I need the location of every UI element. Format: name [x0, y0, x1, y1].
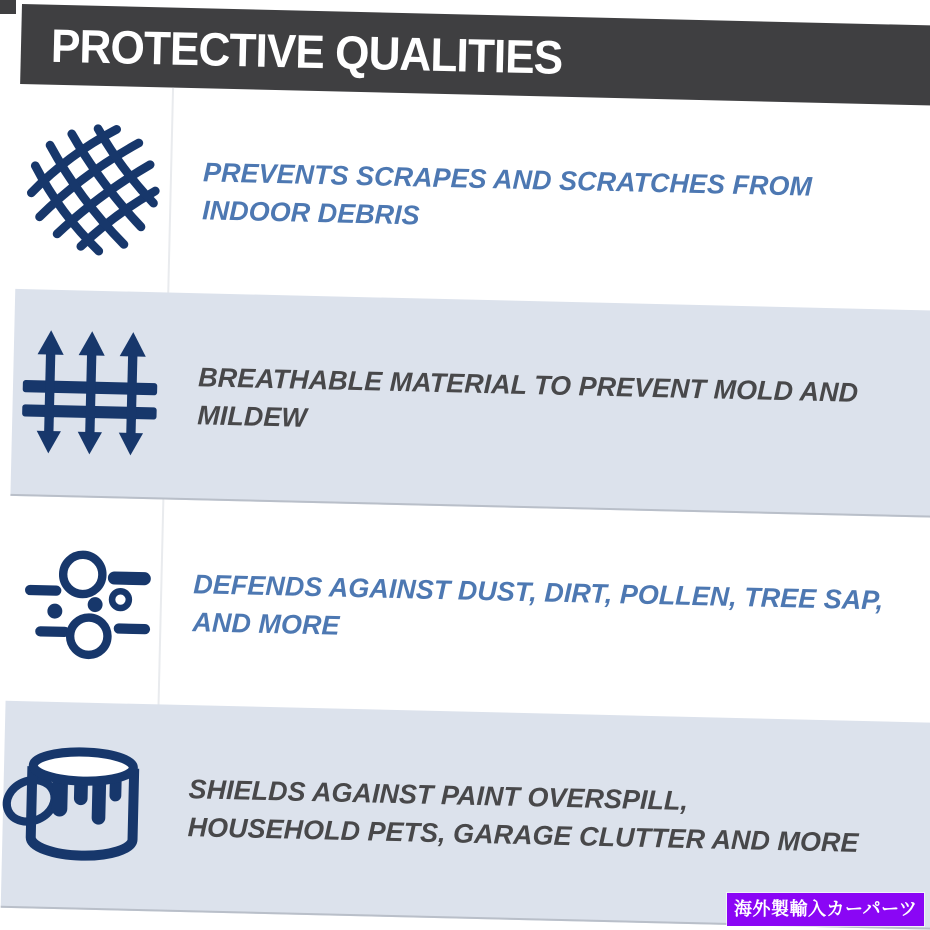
- feature-text: [163, 293, 930, 517]
- feature-text: [159, 499, 930, 723]
- feature-line: PREVENTS SCRAPES AND SCRATCHES FROM: [202, 156, 813, 202]
- mesh-net-icon: [20, 114, 168, 262]
- import-parts-badge: 海外製輸入カーパーツ: [727, 893, 924, 926]
- paint-can-icon: [3, 728, 156, 881]
- feature-line: MILDEW: [197, 399, 308, 433]
- corner-artifact: [0, 0, 16, 14]
- dust-particles-icon: [13, 538, 156, 663]
- feature-line: DEFENDS AGAINST DUST, DIRT, POLLEN, TREE SAP,: [193, 568, 884, 615]
- infographic-sheet: [1, 4, 930, 930]
- feature-row-scratch-protection: [15, 84, 930, 311]
- feature-row-dust-defense: [6, 496, 930, 723]
- feature-line: HOUSEHOLD PETS, GARAGE CLUTTER AND MORE: [187, 811, 859, 858]
- feature-text: [168, 88, 930, 312]
- page-title: PROTECTIVE QUALITIES: [50, 18, 563, 84]
- feature-line: BREATHABLE MATERIAL TO PREVENT MOLD AND: [197, 361, 859, 408]
- feature-line: AND MORE: [192, 606, 340, 641]
- feature-row-breathable: [10, 289, 930, 518]
- breathable-airflow-icon: [18, 322, 161, 465]
- feature-line: SHIELDS AGAINST PAINT OVERSPILL,: [188, 773, 689, 816]
- feature-line: INDOOR DEBRIS: [201, 194, 421, 230]
